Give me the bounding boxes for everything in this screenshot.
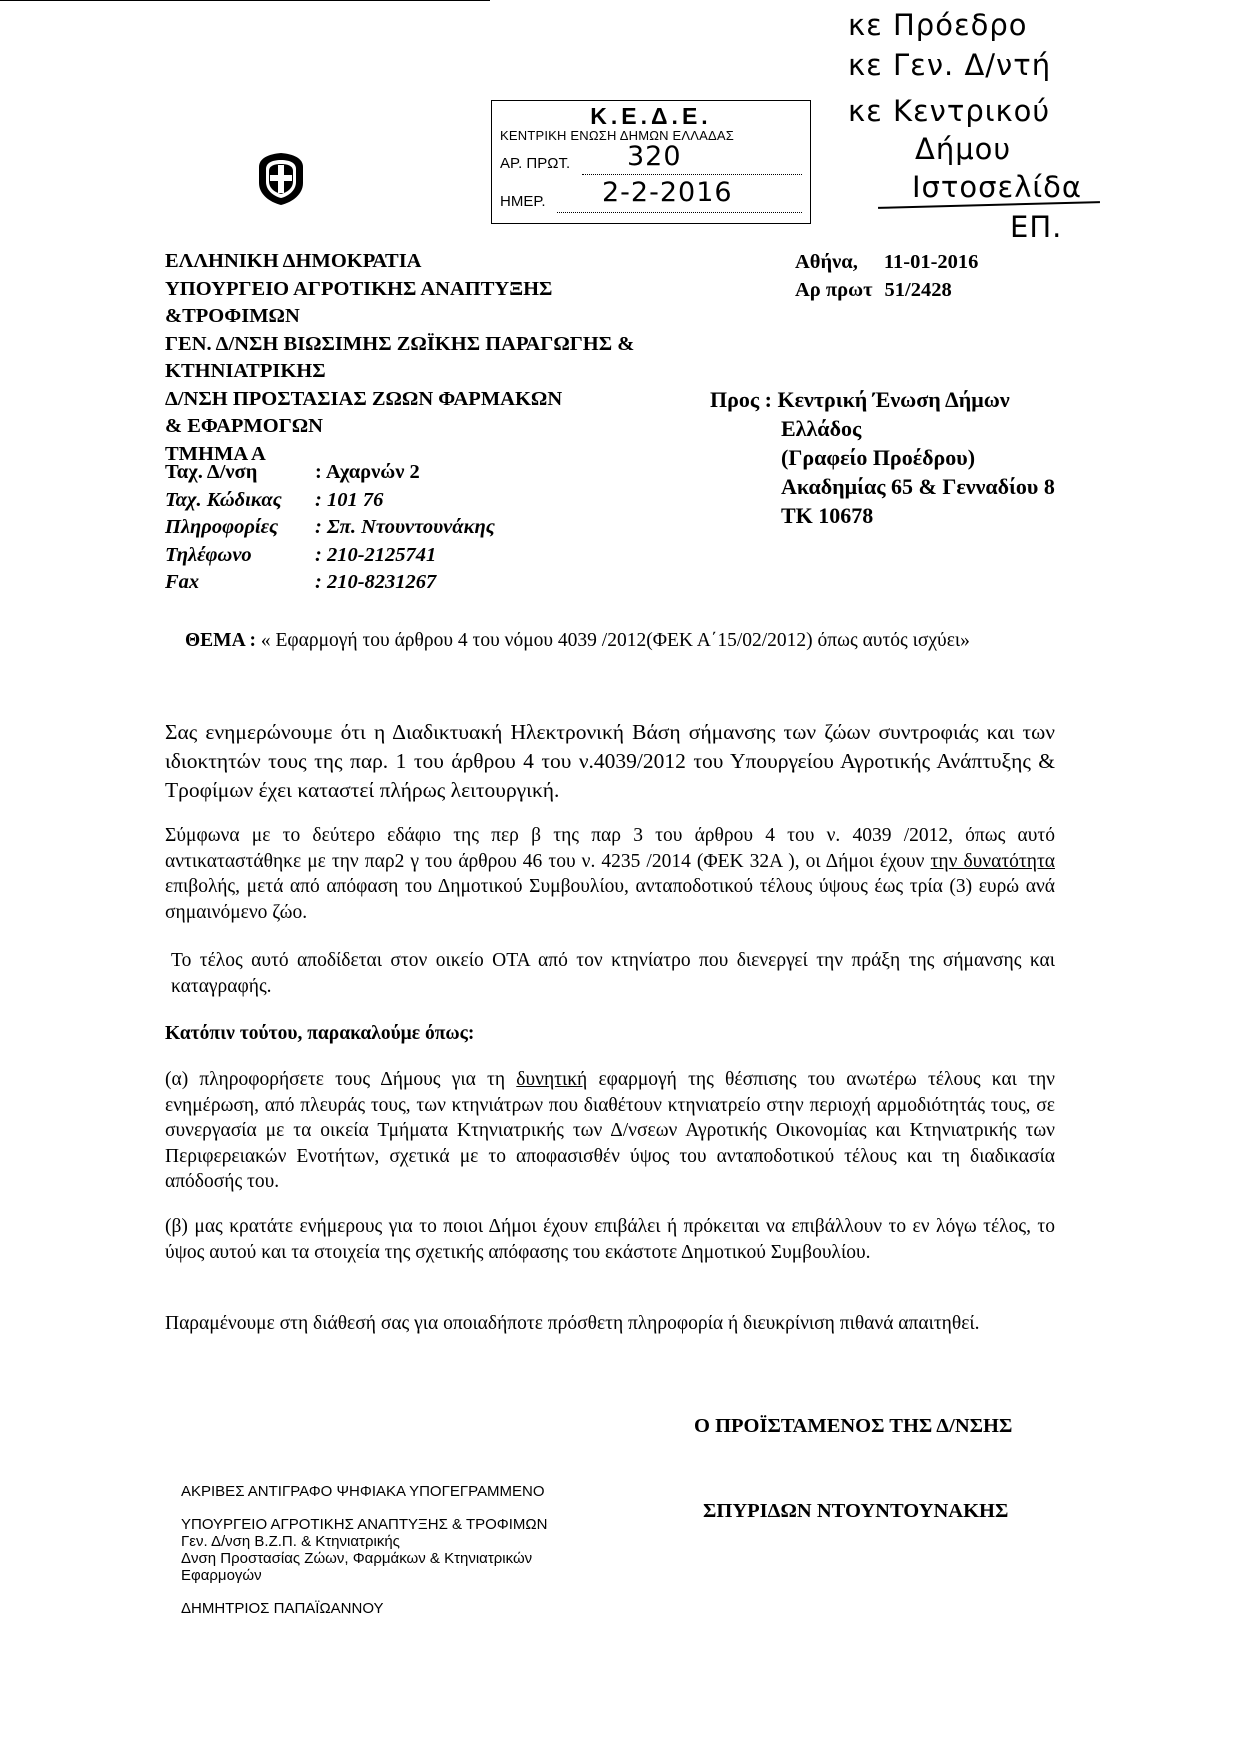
sender-line: Δ/ΝΣΗ ΠΡΟΣΤΑΣΙΑΣ ΖΩΩΝ ΦΑΡΜΑΚΩΝ <box>165 387 563 410</box>
recipient-label: Προς : <box>710 387 772 412</box>
body-paragraph-5 <box>165 1067 1055 1195</box>
subject <box>185 628 1050 654</box>
document-date: 11-01-2016 <box>883 251 979 273</box>
handwritten-note-line-1: κε Πρόεδρο <box>848 8 1028 42</box>
recipient-line: (Γραφείο Προέδρου) <box>781 445 976 470</box>
stamp-prot-label: ΑΡ. ΠΡΩΤ. <box>500 155 571 172</box>
stamp-org-abbr: Κ.Ε.Δ.Ε. <box>590 103 712 129</box>
sender-line: ΕΛΛΗΝΙΚΗ ΔΗΜΟΚΡΑΤΙΑ <box>165 250 422 272</box>
recipient-block <box>710 385 1055 530</box>
body-underlined-text: την δυνατότητα <box>930 850 1055 872</box>
body-paragraph-6: (β) μας κρατάτε ενήμερους για το ποιοι Δήμοι έχουν επιβάλει ή πρόκειται να επιβάλλουν το εν λόγω τέλος, το ύψος αυτού και τα στοιχεία της σχετικής απόφασης του εκάστοτε Δημοτικού Συμβουλίου. <box>165 1216 1055 1263</box>
stamp-prot-dots <box>582 174 802 175</box>
body-paragraph-2 <box>165 823 1055 925</box>
contact-row-phone <box>165 542 495 570</box>
subject-label: ΘΕΜΑ : <box>185 630 256 651</box>
digital-copy-line: ΑΚΡΙΒΕΣ ΑΝΤΙΓΡΑΦΟ ΨΗΦΙΑΚΑ ΥΠΟΓΕΓΡΑΜΜΕΝΟ <box>181 1483 545 1500</box>
protocol-label: Αρ πρωτ <box>795 279 873 301</box>
contact-label: Ταχ. Κώδικας <box>165 488 282 511</box>
recipient-line: Ελλάδος <box>781 416 862 441</box>
sender-line: &ΤΡΟΦΙΜΩΝ <box>165 305 300 327</box>
handwritten-note-line-5: Ιστοσελίδα <box>912 170 1083 204</box>
sender-line: ΥΠΟΥΡΓΕΙΟ ΑΓΡΟΤΙΚΗΣ ΑΝΑΠΤΥΞΗΣ <box>165 277 553 300</box>
body-paragraph-4: Κατόπιν τούτου, παρακαλούμε όπως: <box>165 1023 475 1044</box>
contact-label: Τηλέφωνο <box>165 543 252 566</box>
sender-line: ΓΕΝ. Δ/ΝΣΗ ΒΙΩΣΙΜΗΣ ΖΩΪΚΗΣ ΠΑΡΑΓΩΓΗΣ & <box>165 332 635 355</box>
body-paragraph-3: Το τέλος αυτό αποδίδεται στον οικείο ΟΤΑ από τον κτηνίατρο που διενεργεί την πράξη της σήμανσης και καταγραφής. <box>171 950 1055 997</box>
contact-value: : Σπ. Ντουντουνάκης <box>315 516 495 538</box>
top-border-line <box>0 0 490 1</box>
body-text: εφαρμογή της θέσπισης του ανωτέρω τέλους και την ενημέρωση, από πλευράς τους, των κτηνιάτρων που διαθέτουν κτηνιατρείο στην περιοχή αρμοδιότητάς τους, σε συνεργασία με τα οικεία Τμήματα Κτηνιατρικής των Δ/νσεων Αγροτικής Οικονομίας και Κτηνιατρικής των Περιφερειακών Ενοτήτων, σχετικά με το αποφασισθέν ύψος του ανταποδοτικού τέλους και τη διαδικασία απόδοσής του. <box>165 1069 1055 1192</box>
digital-copy-notice <box>181 1483 547 1617</box>
sender-line: ΚΤΗΝΙΑΤΡΙΚΗΣ <box>165 360 326 382</box>
contact-label: Πληροφορίες <box>165 516 279 538</box>
date-line <box>795 248 978 276</box>
stamp-date-value: 2-2-2016 <box>602 177 733 208</box>
digital-copy-line: Εφαρμογών <box>181 1567 262 1584</box>
place-label: Αθήνα, <box>795 251 858 273</box>
contact-row-address <box>165 459 495 487</box>
recipient-name: Κεντρική Ένωση Δήμων <box>777 387 1010 412</box>
recipient-line: Ακαδημίας 65 & Γενναδίου 8 <box>781 474 1055 499</box>
handwritten-note-line-6: ΕΠ. <box>1010 210 1063 244</box>
contact-value: : 101 76 <box>315 488 384 511</box>
contact-value: : Αχαρνών 2 <box>315 461 420 483</box>
contact-value: : 210-2125741 <box>315 543 437 566</box>
contact-row-info <box>165 514 495 542</box>
handwritten-note-line-3: κε Κεντρικού <box>848 94 1051 128</box>
recipient-line: ΤΚ 10678 <box>781 503 874 528</box>
stamp-date-dots <box>557 212 802 213</box>
digital-copy-line: Δνση Προστασίας Ζώων, Φαρμάκων & Κτηνιατρικών <box>181 1550 533 1567</box>
protocol-number: 51/2428 <box>884 279 952 301</box>
stamp-date-label: ΗΜΕΡ. <box>500 193 546 210</box>
body-paragraph-7: Παραμένουμε στη διάθεσή σας για οποιαδήποτε πρόσθετη πληροφορία ή διευκρίνιση πιθανά απαιτηθεί. <box>165 1313 980 1334</box>
protocol-line <box>795 276 978 304</box>
contact-details <box>165 459 495 597</box>
handwritten-note-line-2: κε Γεν. Δ/ντή <box>848 48 1052 82</box>
subject-text: « Εφαρμογή του άρθρου 4 του νόμου 4039 /2012(ΦΕΚ Α΄15/02/2012) όπως αυτός ισχύει» <box>260 630 970 651</box>
sender-line: & ΕΦΑΡΜΟΓΩΝ <box>165 415 323 437</box>
contact-label: Fax <box>165 571 200 593</box>
digital-copy-line: ΔΗΜΗΤΡΙΟΣ ΠΑΠΑΪΩΑΝΝΟΥ <box>181 1600 384 1617</box>
digital-copy-line: ΥΠΟΥΡΓΕΙΟ ΑΓΡΟΤΙΚΗΣ ΑΝΑΠΤΥΞΗΣ & ΤΡΟΦΙΜΩΝ <box>181 1516 548 1533</box>
stamp-org-full: ΚΕΝΤΡΙΚΗ ΕΝΩΣΗ ΔΗΜΩΝ ΕΛΛΑΔΑΣ <box>500 128 735 143</box>
recipient-line <box>710 385 1055 414</box>
contact-row-postcode <box>165 487 495 515</box>
greek-coat-of-arms-icon <box>254 150 308 208</box>
handwritten-note-line-4: Δήμου <box>915 132 1012 166</box>
contact-row-fax <box>165 569 495 597</box>
digital-copy-line: Γεν. Δ/νση Β.Ζ.Π. & Κτηνιατρικής <box>181 1533 400 1550</box>
stamp-prot-value: 320 <box>627 141 682 172</box>
signatory-name: ΣΠΥΡΙΔΩΝ ΝΤΟΥΝΤΟΥΝΑΚΗΣ <box>703 1500 1009 1522</box>
sender-line: ΤΜΗΜΑ Α <box>165 442 266 465</box>
signatory-title: Ο ΠΡΟΪΣΤΑΜΕΝΟΣ ΤΗΣ Δ/ΝΣΗΣ <box>694 1415 1013 1437</box>
contact-value: : 210-8231267 <box>315 571 437 593</box>
body-text: Σύμφωνα με το δεύτερο εδάφιο της περ β της παρ 3 του άρθρου 4 του ν. 4039 /2012, όπως αυτό αντικαταστάθηκε με την παρ2 γ του άρθρου 46 του ν. 4235 /2014 (ΦΕΚ 32Α ), οι Δήμοι έχουν <box>165 825 1055 872</box>
contact-label: Ταχ. Δ/νση <box>165 461 258 483</box>
sender-block <box>165 248 705 468</box>
registration-stamp <box>491 100 811 224</box>
date-block <box>795 248 978 304</box>
body-text: (α) πληροφορήσετε τους Δήμους για τη <box>165 1069 517 1090</box>
body-text: επιβολής, μετά από απόφαση του Δημοτικού Συμβουλίου, ανταποδοτικού τέλους ύψους έως τρία (3) ευρώ ανά σημαινόμενο ζώο. <box>165 876 1055 923</box>
body-paragraph-1: Σας ενημερώνουμε ότι η Διαδικτυακή Ηλεκτρονική Βάση σήμανσης των ζώων συντροφιάς και των ιδιοκτητών τους της παρ. 1 του άρθρου 4 του ν.4039/2012 του Υπουργείου Αγροτικής Ανάπτυξης & Τροφίμων έχει καταστεί πλήρως λειτουργική. <box>165 720 1055 802</box>
body-underlined-text: δυνητική <box>516 1069 588 1090</box>
